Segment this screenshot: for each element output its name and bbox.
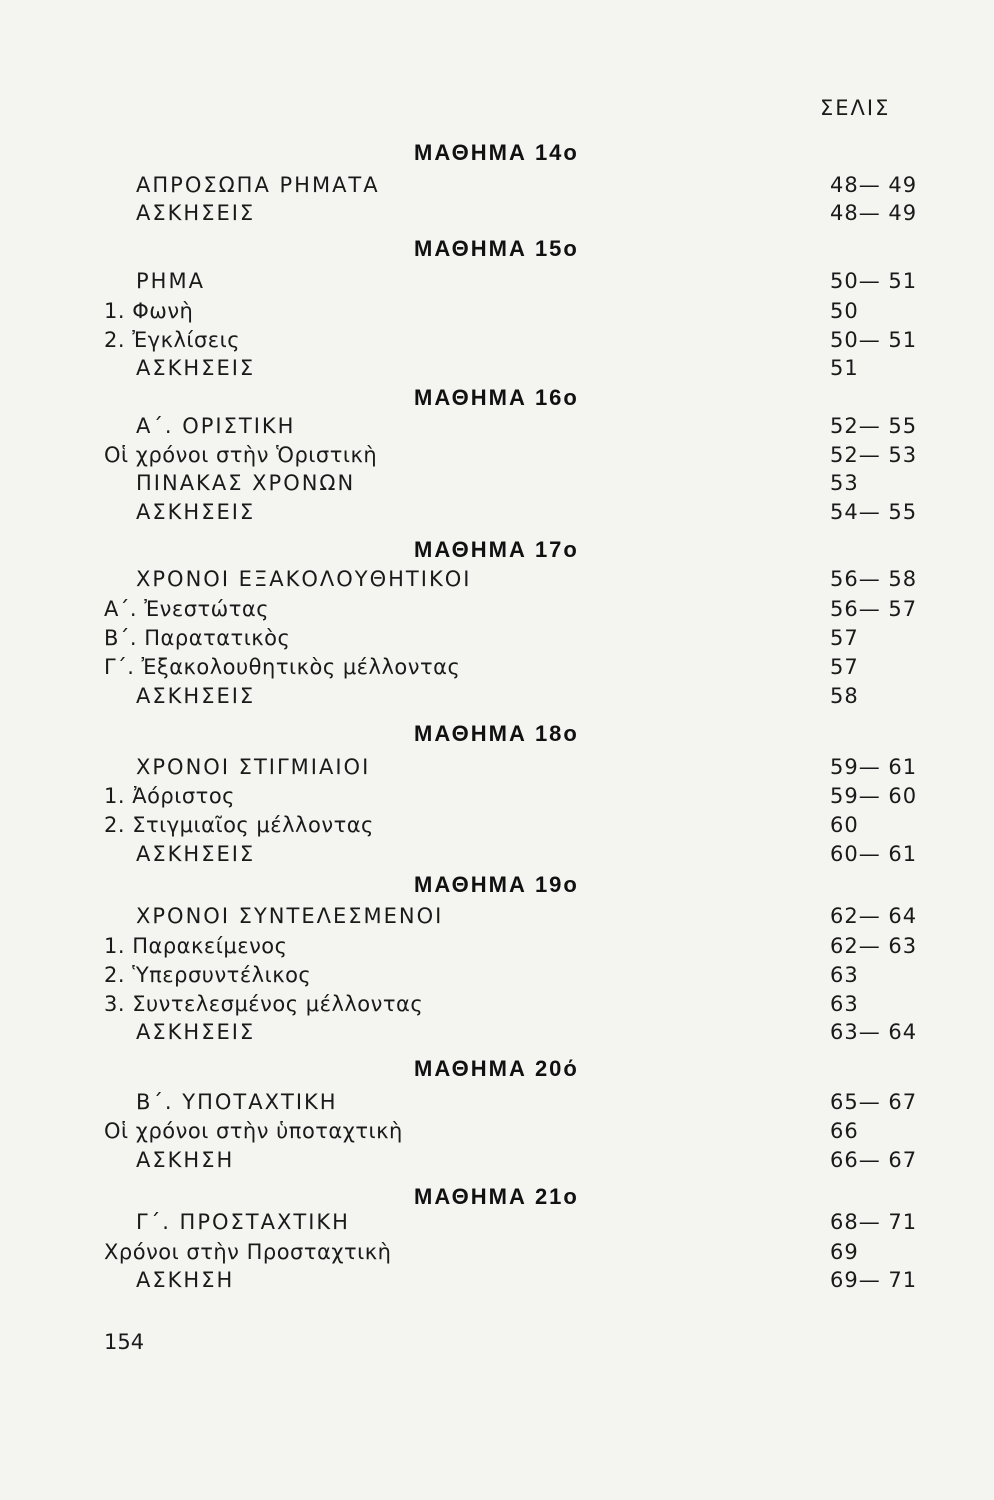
toc-entry-pages: 68— 71 (830, 1210, 918, 1234)
toc-entry-pages: 69 (830, 1240, 859, 1264)
toc-entry-title: Γ΄. ΠΡΟΣΤΑΧΤΙΚΗ (136, 1210, 350, 1234)
toc-entry (0, 934, 994, 964)
toc-entry-title: Οἱ χρόνοι στὴν Ὁριστικὴ (104, 443, 378, 467)
toc-entry-pages: 63— 64 (830, 1020, 918, 1044)
toc-entry-title: ΑΣΚΗΣΕΙΣ (136, 500, 256, 524)
toc-entry (0, 173, 994, 203)
toc-entry-pages: 56— 58 (830, 567, 918, 591)
toc-entry-pages: 69— 71 (830, 1268, 918, 1292)
toc-entry (0, 755, 994, 785)
toc-entry-title: Α΄. ΟΡΙΣΤΙΚΗ (136, 414, 296, 438)
toc-entry (0, 655, 994, 685)
toc-entry-title: ΑΣΚΗΣΕΙΣ (136, 1020, 256, 1044)
toc-entry-title: 1. Παρακείμενος (104, 934, 288, 958)
toc-entry-pages: 51 (830, 356, 859, 380)
toc-entry-pages: 56— 57 (830, 597, 918, 621)
toc-entry-title: ΧΡΟΝΟΙ ΕΞΑΚΟΛΟΥΘΗΤΙΚΟΙ (136, 567, 472, 591)
toc-entry (0, 1210, 994, 1240)
toc-entry-pages: 63 (830, 963, 859, 987)
toc-entry-pages: 62— 64 (830, 904, 918, 928)
toc-entry-pages: 50— 51 (830, 328, 918, 352)
toc-entry (0, 813, 994, 843)
toc-entry (0, 328, 994, 358)
toc-entry-pages: 57 (830, 626, 859, 650)
toc-entry (0, 1090, 994, 1120)
toc-entry-title: ΡΗΜΑ (136, 269, 205, 293)
toc-entry-pages: 62— 63 (830, 934, 918, 958)
toc-entry-pages: 54— 55 (830, 500, 918, 524)
toc-entry-pages: 48— 49 (830, 201, 918, 225)
toc-entry-title: Β΄. ΥΠΟΤΑΧΤΙΚΗ (136, 1090, 338, 1114)
toc-entry-pages: 50 (830, 299, 859, 323)
toc-entry-title: Χρόνοι στὴν Προσταχτικὴ (104, 1240, 392, 1264)
toc-entry-title: ΧΡΟΝΟΙ ΣΥΝΤΕΛΕΣΜΕΝΟΙ (136, 904, 444, 928)
toc-entry-title: Α΄. Ἐνεστώτας (104, 597, 270, 621)
toc-entry-pages: 57 (830, 655, 859, 679)
toc-entry (0, 842, 994, 872)
toc-entry (0, 1148, 994, 1178)
toc-entry-pages: 59— 61 (830, 755, 918, 779)
toc-entry-title: ΑΣΚΗΣΗ (136, 1268, 235, 1292)
toc-entry-pages: 52— 55 (830, 414, 918, 438)
page-number: 154 (104, 1330, 145, 1354)
lesson-heading-15: ΜΑΘΗΜΑ 15ο (414, 236, 579, 261)
toc-entry-pages: 65— 67 (830, 1090, 918, 1114)
toc-entry (0, 963, 994, 993)
toc-entry-title: Γ΄. Ἐξακολουθητικὸς μέλλοντας (104, 655, 461, 679)
toc-entry-title: ΑΣΚΗΣΕΙΣ (136, 684, 256, 708)
toc-entry (0, 1240, 994, 1270)
lesson-heading-14: ΜΑΘΗΜΑ 14ο (414, 140, 579, 165)
toc-entry-pages: 50— 51 (830, 269, 918, 293)
toc-entry (0, 1268, 994, 1298)
lesson-heading-20: ΜΑΘΗΜΑ 20ό (414, 1056, 579, 1081)
toc-entry (0, 784, 994, 814)
toc-entry-title: 2. Ἐγκλίσεις (104, 328, 241, 352)
toc-entry (0, 500, 994, 530)
toc-entry-title: ΧΡΟΝΟΙ ΣΤΙΓΜΙΑΙΟΙ (136, 755, 371, 779)
lesson-heading-18: ΜΑΘΗΜΑ 18ο (414, 721, 579, 746)
toc-entry-title: ΑΣΚΗΣΕΙΣ (136, 356, 256, 380)
toc-entry (0, 904, 994, 934)
toc-entry-pages: 59— 60 (830, 784, 918, 808)
toc-entry (0, 443, 994, 473)
toc-entry-title: 3. Συντελεσμένος μέλλοντας (104, 992, 424, 1016)
toc-entry (0, 626, 994, 656)
toc-entry-pages: 52— 53 (830, 443, 918, 467)
lesson-heading-16: ΜΑΘΗΜΑ 16ο (414, 385, 579, 410)
toc-entry-pages: 63 (830, 992, 859, 1016)
toc-entry (0, 471, 994, 501)
pages-column-header: ΣΕΛΙΣ (820, 96, 891, 120)
toc-entry (0, 684, 994, 714)
toc-entry-title: ΑΠΡΟΣΩΠΑ ΡΗΜΑΤΑ (136, 173, 380, 197)
toc-entry (0, 1020, 994, 1050)
toc-entry (0, 597, 994, 627)
toc-entry-pages: 66 (830, 1119, 859, 1143)
toc-entry-pages: 60 (830, 813, 859, 837)
lesson-heading-21: ΜΑΘΗΜΑ 21ο (414, 1184, 579, 1209)
lesson-heading-19: ΜΑΘΗΜΑ 19ο (414, 872, 579, 897)
toc-entry-title: 2. Στιγμιαῖος μέλλοντας (104, 813, 374, 837)
toc-entry-title: ΠΙΝΑΚΑΣ ΧΡΟΝΩΝ (136, 471, 356, 495)
toc-entry (0, 414, 994, 444)
toc-entry (0, 269, 994, 299)
toc-entry-title: 2. Ὑπερσυντέλικος (104, 963, 312, 987)
toc-entry (0, 356, 994, 386)
lesson-heading-17: ΜΑΘΗΜΑ 17ο (414, 537, 579, 562)
toc-entry-pages: 66— 67 (830, 1148, 918, 1172)
toc-entry-title: ΑΣΚΗΣΗ (136, 1148, 235, 1172)
toc-entry (0, 1119, 994, 1149)
toc-entry-title: 1. Ἀόριστος (104, 784, 235, 808)
toc-entry-title: ΑΣΚΗΣΕΙΣ (136, 842, 256, 866)
toc-entry-title: ΑΣΚΗΣΕΙΣ (136, 201, 256, 225)
toc-entry-pages: 53 (830, 471, 859, 495)
toc-entry-title: 1. Φωνὴ (104, 299, 194, 323)
toc-entry (0, 201, 994, 231)
toc-entry (0, 567, 994, 597)
toc-entry-pages: 60— 61 (830, 842, 918, 866)
toc-entry (0, 992, 994, 1022)
toc-entry-pages: 58 (830, 684, 859, 708)
toc-entry-pages: 48— 49 (830, 173, 918, 197)
toc-entry-title: Β΄. Παρατατικὸς (104, 626, 291, 650)
toc-entry-title: Οἱ χρόνοι στὴν ὑποταχτικὴ (104, 1119, 403, 1143)
toc-entry (0, 299, 994, 329)
